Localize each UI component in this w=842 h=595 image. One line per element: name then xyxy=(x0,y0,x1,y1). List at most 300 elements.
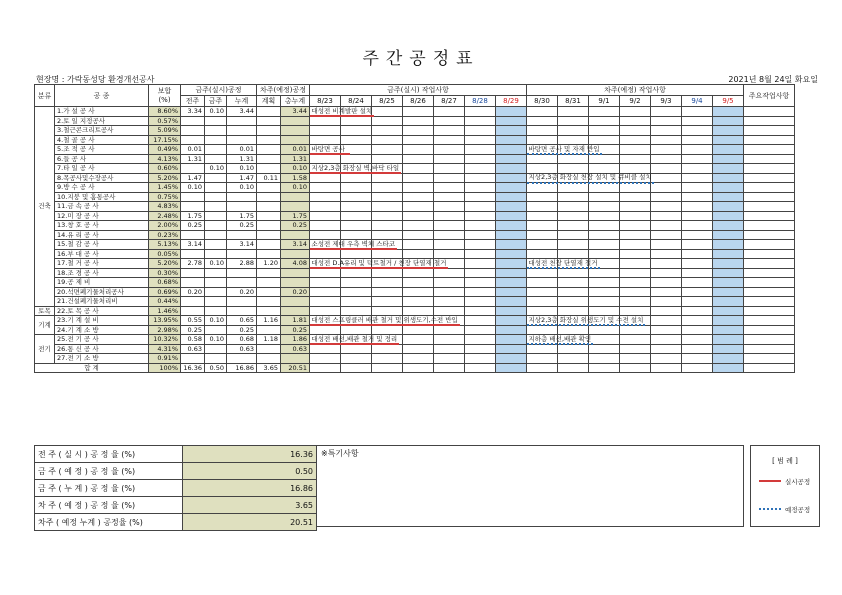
cell-total xyxy=(281,116,310,126)
day-cell xyxy=(465,126,496,136)
work-name: 2.토 일 지정공사 xyxy=(55,116,149,126)
cell-ratio: 17.15% xyxy=(149,135,181,145)
header-this_week: 금주 xyxy=(205,96,227,107)
main-work-cell xyxy=(744,230,795,240)
day-cell xyxy=(372,363,403,373)
cell-cum: 0.68 xyxy=(227,335,257,345)
day-cell xyxy=(465,259,496,269)
cell-total: 3.44 xyxy=(281,107,310,117)
cell-cur xyxy=(205,287,227,297)
day-cell xyxy=(434,135,465,145)
work-name: 1.가 설 공 사 xyxy=(55,107,149,117)
schedule-table xyxy=(34,84,795,373)
cell-prev xyxy=(181,135,205,145)
total-cum: 16.86 xyxy=(227,363,257,373)
day-cell xyxy=(403,183,434,193)
day-cell xyxy=(465,249,496,259)
day-cell xyxy=(465,173,496,183)
day-cell xyxy=(651,107,682,117)
cell-cum xyxy=(227,306,257,316)
day-cell xyxy=(310,192,341,202)
table-row xyxy=(35,192,795,202)
cell-ratio: 10.32% xyxy=(149,335,181,345)
table-row xyxy=(35,230,795,240)
day-cell xyxy=(465,316,496,326)
day-cell xyxy=(527,230,558,240)
day-cell xyxy=(372,107,403,117)
table-row xyxy=(35,354,795,364)
day-cell xyxy=(558,126,589,136)
work-name: 5.조 적 공 사 xyxy=(55,145,149,155)
main-work-cell xyxy=(744,249,795,259)
day-cell xyxy=(496,287,527,297)
day-cell xyxy=(682,126,713,136)
day-cell xyxy=(527,192,558,202)
day-cell xyxy=(589,354,620,364)
day-cell xyxy=(341,135,372,145)
day-cell xyxy=(403,306,434,316)
cell-cur xyxy=(205,145,227,155)
date-header: 8/25 xyxy=(372,96,403,107)
cell-cur xyxy=(205,325,227,335)
day-cell xyxy=(341,183,372,193)
cell-cum xyxy=(227,192,257,202)
day-cell xyxy=(527,363,558,373)
cell-plan: 0.11 xyxy=(257,173,281,183)
cell-cum: 0.63 xyxy=(227,344,257,354)
day-cell xyxy=(620,164,651,174)
cell-total xyxy=(281,268,310,278)
day-cell xyxy=(620,211,651,221)
work-name: 22.토 목 공 사 xyxy=(55,306,149,316)
day-cell xyxy=(434,221,465,231)
day-cell xyxy=(558,325,589,335)
day-cell xyxy=(713,202,744,212)
day-cell xyxy=(682,249,713,259)
planned-progress-line xyxy=(527,182,654,184)
cell-prev: 0.01 xyxy=(181,145,205,155)
cell-total xyxy=(281,230,310,240)
day-cell xyxy=(558,107,589,117)
cell-total: 0.25 xyxy=(281,325,310,335)
day-cell xyxy=(341,268,372,278)
work-name: 13.창 호 공 사 xyxy=(55,221,149,231)
day-cell xyxy=(651,287,682,297)
cell-total xyxy=(281,249,310,259)
main-work-cell xyxy=(744,211,795,221)
day-cell xyxy=(589,249,620,259)
day-cell xyxy=(372,221,403,231)
day-cell xyxy=(682,116,713,126)
cell-prev xyxy=(181,116,205,126)
work-name: 19.공 제 비 xyxy=(55,278,149,288)
day-cell xyxy=(620,297,651,307)
cell-cum xyxy=(227,126,257,136)
day-cell xyxy=(713,135,744,145)
main-work-cell xyxy=(744,116,795,126)
day-cell xyxy=(589,192,620,202)
day-cell xyxy=(589,325,620,335)
day-cell xyxy=(310,202,341,212)
day-cell xyxy=(434,173,465,183)
day-cell xyxy=(558,135,589,145)
day-cell xyxy=(651,259,682,269)
main-work-cell xyxy=(744,221,795,231)
day-cell xyxy=(527,297,558,307)
day-cell xyxy=(682,221,713,231)
actual-progress-line xyxy=(310,343,400,345)
task-text: 바탕면 공사 및 자재 반입 xyxy=(528,144,600,153)
day-cell xyxy=(527,344,558,354)
main-work-cell xyxy=(744,278,795,288)
cell-plan xyxy=(257,211,281,221)
cell-cum: 3.14 xyxy=(227,240,257,250)
main-work-cell xyxy=(744,287,795,297)
day-cell xyxy=(310,154,341,164)
day-cell xyxy=(713,221,744,231)
day-cell xyxy=(651,278,682,288)
day-cell xyxy=(496,126,527,136)
day-cell xyxy=(310,116,341,126)
cell-ratio: 0.57% xyxy=(149,116,181,126)
day-cell xyxy=(651,297,682,307)
summary-label: 전 주 ( 실 시 ) 공 정 율 (%) xyxy=(35,446,183,463)
cell-cum: 0.10 xyxy=(227,164,257,174)
table-row xyxy=(35,202,795,212)
day-cell xyxy=(651,145,682,155)
main-work-cell xyxy=(744,135,795,145)
day-cell xyxy=(682,344,713,354)
cell-ratio: 4.31% xyxy=(149,344,181,354)
cell-ratio: 0.91% xyxy=(149,354,181,364)
day-cell xyxy=(403,221,434,231)
day-cell xyxy=(620,335,651,345)
day-cell xyxy=(372,297,403,307)
day-cell xyxy=(434,202,465,212)
main-work-cell xyxy=(744,154,795,164)
cell-ratio: 5.20% xyxy=(149,259,181,269)
cell-cum: 0.10 xyxy=(227,183,257,193)
day-cell xyxy=(527,183,558,193)
table-row xyxy=(35,173,795,183)
day-cell xyxy=(651,344,682,354)
day-cell xyxy=(310,297,341,307)
day-cell xyxy=(496,278,527,288)
day-cell xyxy=(310,221,341,231)
actual-progress-line xyxy=(310,172,402,174)
table-row xyxy=(35,335,795,345)
day-cell xyxy=(434,230,465,240)
day-cell xyxy=(651,240,682,250)
cell-cum: 0.01 xyxy=(227,145,257,155)
day-cell xyxy=(589,363,620,373)
cell-prev xyxy=(181,164,205,174)
header-current-work: 금주(실시) 작업사항 xyxy=(310,85,527,96)
day-cell xyxy=(527,164,558,174)
work-name: 6.들 공 사 xyxy=(55,154,149,164)
day-cell xyxy=(651,164,682,174)
cell-prev xyxy=(181,249,205,259)
day-cell xyxy=(620,154,651,164)
planned-progress-line xyxy=(527,324,646,326)
day-cell xyxy=(434,183,465,193)
day-cell xyxy=(496,154,527,164)
cell-total: 4.08 xyxy=(281,259,310,269)
day-cell xyxy=(620,344,651,354)
day-cell xyxy=(310,173,341,183)
day-cell xyxy=(372,268,403,278)
cell-prev: 0.63 xyxy=(181,344,205,354)
date-header: 8/28 xyxy=(465,96,496,107)
total-prev: 16.36 xyxy=(181,363,205,373)
task-text: 대성전 스프링클러 배관 철거 및 위생도기,수전 반입 xyxy=(311,315,458,324)
date-header: 8/29 xyxy=(496,96,527,107)
day-cell xyxy=(620,325,651,335)
work-name: 4.철 골 공 사 xyxy=(55,135,149,145)
work-name: 15.철 감 공 사 xyxy=(55,240,149,250)
day-cell xyxy=(682,278,713,288)
day-cell xyxy=(682,316,713,326)
main-work-cell xyxy=(744,335,795,345)
day-cell xyxy=(682,287,713,297)
cell-prev: 0.25 xyxy=(181,221,205,231)
cell-prev: 0.10 xyxy=(181,183,205,193)
day-cell xyxy=(713,145,744,155)
work-name: 27.전 기 소 방 xyxy=(55,354,149,364)
day-cell xyxy=(651,126,682,136)
cell-cur: 0.10 xyxy=(205,335,227,345)
cell-plan xyxy=(257,230,281,240)
total-cur: 0.50 xyxy=(205,363,227,373)
day-cell xyxy=(341,287,372,297)
cell-total: 1.75 xyxy=(281,211,310,221)
cell-total: 0.20 xyxy=(281,287,310,297)
remarks-label: ※특기사항 xyxy=(321,449,359,458)
day-cell xyxy=(434,354,465,364)
cell-plan xyxy=(257,278,281,288)
cell-prev: 1.47 xyxy=(181,173,205,183)
date-header: 9/5 xyxy=(713,96,744,107)
cell-cur xyxy=(205,202,227,212)
category-label: 건축 xyxy=(35,107,55,307)
cell-cum: 3.44 xyxy=(227,107,257,117)
day-cell xyxy=(465,344,496,354)
cell-total xyxy=(281,202,310,212)
cell-plan: 1.20 xyxy=(257,259,281,269)
day-cell xyxy=(682,325,713,335)
day-cell xyxy=(496,316,527,326)
day-cell xyxy=(372,278,403,288)
work-name: 11.금 속 공 사 xyxy=(55,202,149,212)
total-ratio: 100% xyxy=(149,363,181,373)
table-row xyxy=(35,107,795,117)
cell-ratio: 0.49% xyxy=(149,145,181,155)
day-cell xyxy=(620,107,651,117)
day-cell xyxy=(589,268,620,278)
day-cell xyxy=(682,135,713,145)
main-work-cell xyxy=(744,145,795,155)
main-work-cell xyxy=(744,344,795,354)
cell-ratio: 0.75% xyxy=(149,192,181,202)
task-text: 지하층 배선,배관 확인 xyxy=(528,334,592,343)
day-cell xyxy=(651,173,682,183)
day-cell xyxy=(465,306,496,316)
day-cell xyxy=(682,211,713,221)
day-cell xyxy=(620,306,651,316)
cell-cur xyxy=(205,135,227,145)
total-row xyxy=(35,363,795,373)
day-cell xyxy=(372,354,403,364)
day-cell xyxy=(403,145,434,155)
cell-total xyxy=(281,192,310,202)
cell-ratio: 0.05% xyxy=(149,249,181,259)
day-cell xyxy=(558,344,589,354)
day-cell xyxy=(620,249,651,259)
day-cell xyxy=(527,306,558,316)
day-cell xyxy=(372,202,403,212)
summary-value: 3.65 xyxy=(183,497,317,514)
header-prev_week: 전주 xyxy=(181,96,205,107)
day-cell xyxy=(651,363,682,373)
task-text: 지상2,3층 화장실 벽,바닥 타일 xyxy=(311,163,400,172)
legend-title: [ 범 례 ] xyxy=(772,457,798,465)
main-work-cell xyxy=(744,297,795,307)
summary-value: 20.51 xyxy=(183,514,317,531)
day-cell xyxy=(589,116,620,126)
day-cell xyxy=(620,278,651,288)
cell-ratio: 0.30% xyxy=(149,268,181,278)
cell-cur xyxy=(205,268,227,278)
cell-cur xyxy=(205,126,227,136)
category-label: 기계 xyxy=(35,316,55,335)
day-cell xyxy=(403,192,434,202)
day-cell xyxy=(651,249,682,259)
day-cell xyxy=(434,211,465,221)
day-cell xyxy=(341,297,372,307)
day-cell xyxy=(341,173,372,183)
day-cell xyxy=(403,335,434,345)
total-label: 합 계 xyxy=(35,363,149,373)
task-text: 대성전 배선,배관 철거 및 정리 xyxy=(311,334,398,343)
cell-cum: 1.75 xyxy=(227,211,257,221)
day-cell xyxy=(341,278,372,288)
category-label: 토목 xyxy=(35,306,55,316)
day-cell xyxy=(713,363,744,373)
day-cell xyxy=(496,268,527,278)
day-cell xyxy=(620,135,651,145)
header-total_cumulative: 총누계 xyxy=(281,96,310,107)
table-row xyxy=(35,211,795,221)
day-cell xyxy=(682,268,713,278)
cell-prev: 0.55 xyxy=(181,316,205,326)
cell-prev xyxy=(181,126,205,136)
day-cell xyxy=(527,135,558,145)
day-cell xyxy=(682,154,713,164)
day-cell xyxy=(310,211,341,221)
date-header: 9/4 xyxy=(682,96,713,107)
day-cell xyxy=(465,116,496,126)
day-cell xyxy=(341,344,372,354)
cell-cur xyxy=(205,354,227,364)
day-cell xyxy=(620,221,651,231)
cell-plan xyxy=(257,240,281,250)
main-work-cell xyxy=(744,107,795,117)
main-work-cell xyxy=(744,268,795,278)
day-cell xyxy=(589,164,620,174)
day-cell xyxy=(558,221,589,231)
day-cell xyxy=(713,107,744,117)
main-work-cell xyxy=(744,306,795,316)
cell-total: 0.25 xyxy=(281,221,310,231)
day-cell xyxy=(341,221,372,231)
day-cell xyxy=(341,211,372,221)
work-name: 17.철 거 공 사 xyxy=(55,259,149,269)
day-cell xyxy=(682,240,713,250)
day-cell xyxy=(713,325,744,335)
day-cell xyxy=(713,287,744,297)
day-cell xyxy=(341,306,372,316)
cell-prev: 1.31 xyxy=(181,154,205,164)
cell-plan xyxy=(257,164,281,174)
day-cell xyxy=(434,306,465,316)
day-cell xyxy=(713,154,744,164)
day-cell xyxy=(589,297,620,307)
day-cell xyxy=(620,145,651,155)
table-row xyxy=(35,126,795,136)
day-cell xyxy=(713,164,744,174)
task-text: 대성전 D.A유리 및 덕트철거 / 천장 단열재 철거 xyxy=(311,258,447,267)
main-work-cell xyxy=(744,192,795,202)
cell-ratio: 0.44% xyxy=(149,297,181,307)
day-cell xyxy=(527,249,558,259)
day-cell xyxy=(682,164,713,174)
cell-cum: 2.88 xyxy=(227,259,257,269)
task-text: 바탕면 공사 xyxy=(311,144,345,153)
day-cell xyxy=(713,335,744,345)
day-cell xyxy=(465,164,496,174)
cell-ratio: 0.68% xyxy=(149,278,181,288)
date-header: 8/23 xyxy=(310,96,341,107)
cell-cur xyxy=(205,344,227,354)
cell-ratio: 1.46% xyxy=(149,306,181,316)
table-row xyxy=(35,325,795,335)
day-cell xyxy=(403,344,434,354)
day-cell xyxy=(403,202,434,212)
day-cell xyxy=(620,202,651,212)
cell-total xyxy=(281,126,310,136)
day-cell xyxy=(682,363,713,373)
cell-cum: 0.25 xyxy=(227,221,257,231)
cell-total: 1.81 xyxy=(281,316,310,326)
day-cell xyxy=(651,135,682,145)
summary-row xyxy=(35,514,317,531)
cell-cur xyxy=(205,240,227,250)
day-cell xyxy=(527,126,558,136)
day-cell xyxy=(620,192,651,202)
day-cell xyxy=(434,164,465,174)
main-work-cell xyxy=(744,316,795,326)
day-cell xyxy=(465,268,496,278)
work-name: 14.유 리 공 사 xyxy=(55,230,149,240)
table-row xyxy=(35,183,795,193)
work-name: 7.타 일 공 사 xyxy=(55,164,149,174)
cell-total: 0.63 xyxy=(281,344,310,354)
cell-plan xyxy=(257,202,281,212)
day-cell xyxy=(527,202,558,212)
day-cell xyxy=(682,297,713,307)
table-row xyxy=(35,154,795,164)
legend-actual-label: 실시공정 xyxy=(785,478,811,486)
